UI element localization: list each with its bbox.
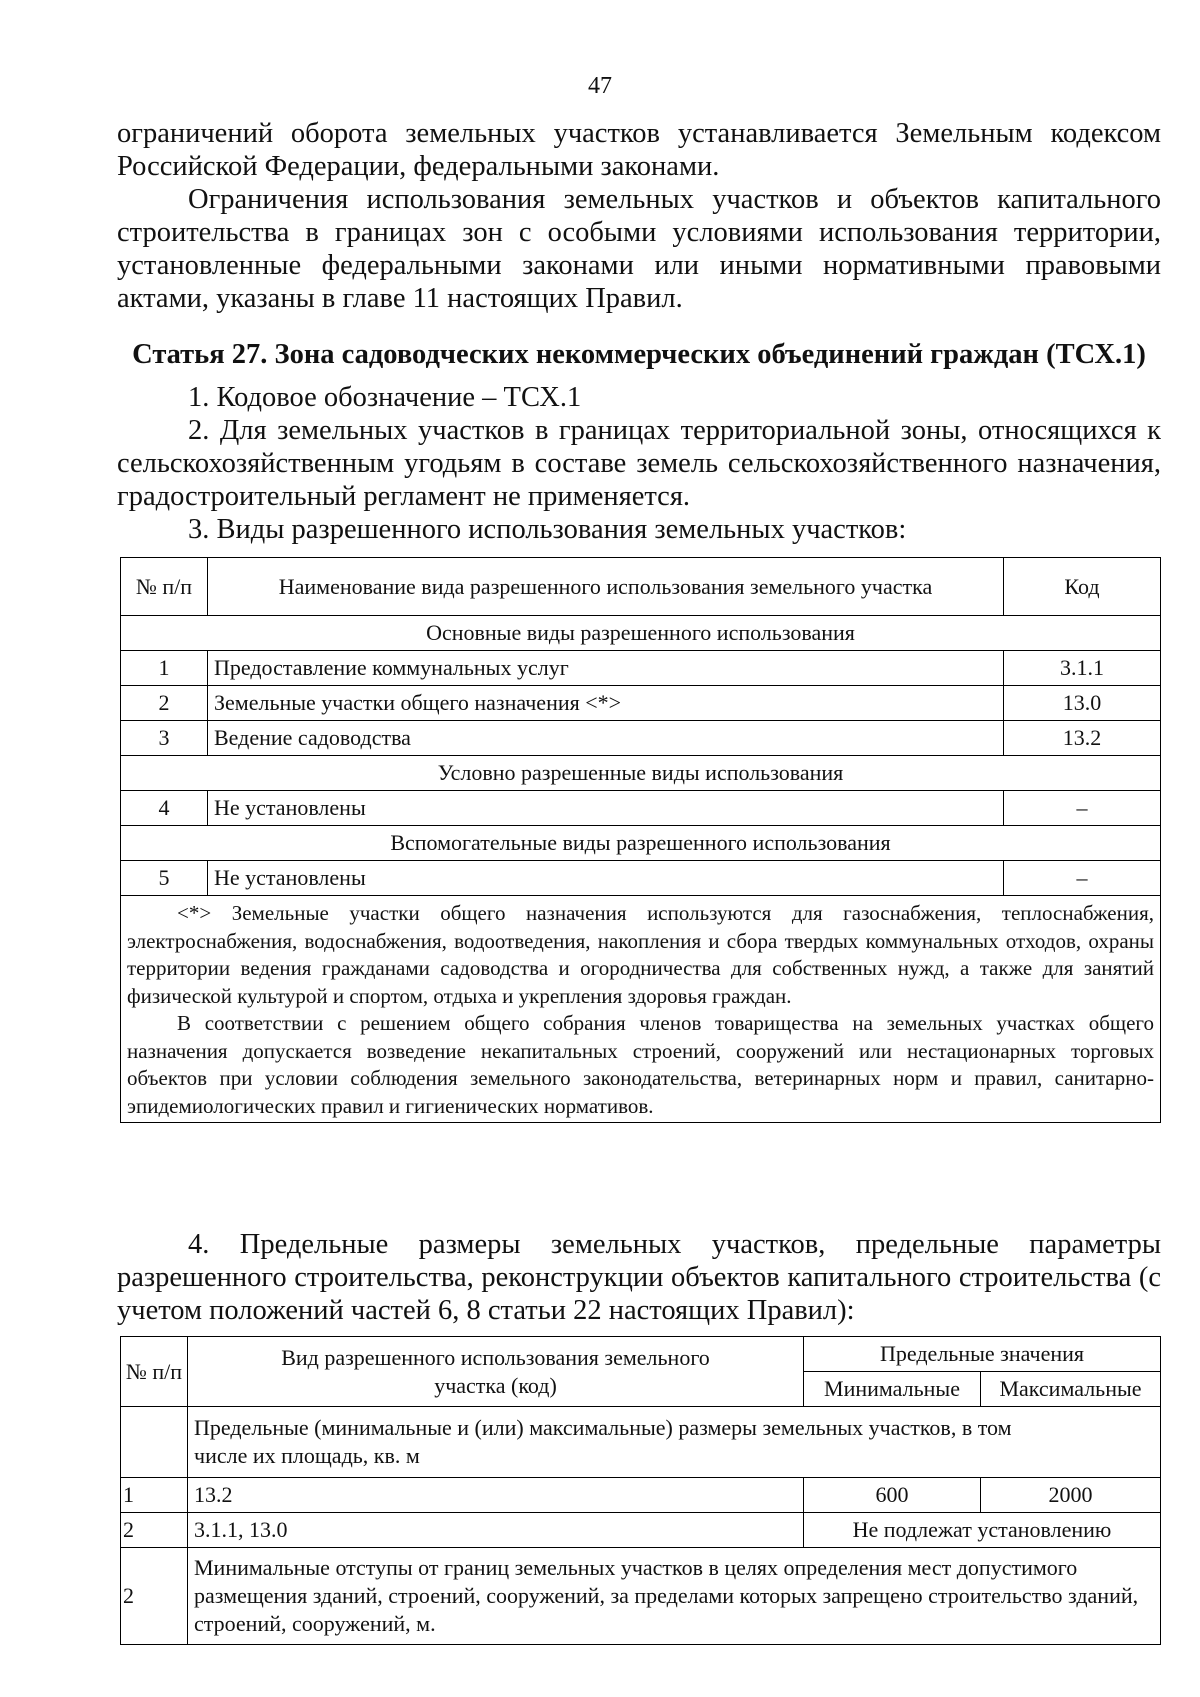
row-code: 3.1.1: [1004, 651, 1161, 686]
row-name: Ведение садоводства: [208, 721, 1004, 756]
row-minimum: 600: [804, 1478, 981, 1513]
table-row: [121, 791, 1161, 826]
row-num: 2: [121, 686, 208, 721]
table-row: [121, 1478, 1161, 1513]
article-heading: Статья 27. Зона садоводческих некоммерческих объединений граждан (ТСХ.1): [132, 339, 1146, 370]
section-setbacks: Минимальные отступы от границ земельных участков в целях определения мест допустимого размещения зданий, строений, сооружений, за пределами которых запрещено строительство зданий, строений, сооружений, м.: [188, 1548, 1161, 1645]
row-name: Земельные участки общего назначения <*>: [208, 686, 1004, 721]
row-code: –: [1004, 861, 1161, 896]
section-setbacks-num: 2: [121, 1548, 188, 1645]
table-row: [121, 721, 1161, 756]
page-number: 47: [588, 73, 612, 99]
table-row: [121, 861, 1161, 896]
item-1: 1. Кодовое обозначение – ТСХ.1: [188, 382, 582, 413]
note-paragraph-2: В соответствии с решением общего собрания членов товарищества на земельных участках общего назначения допускается возведение некапитальных строений, сооружений или нестационарных торговых объектов при условии соблюдения земельного законодательства, ветеринарных норм и правил, санитарно-эпидемиологических правил и гигиенических нормативов.: [127, 1011, 1154, 1118]
row-code: 13.0: [1004, 686, 1161, 721]
table-row: [121, 1513, 1161, 1548]
item-4-text: [117, 1228, 1161, 1327]
row-code: –: [1004, 791, 1161, 826]
row-num: 2: [121, 1513, 188, 1548]
header-use-type: Вид разрешенного использования земельного участка (код): [188, 1337, 804, 1407]
article-items: [117, 381, 1161, 546]
intro-paragraph-2: Ограничения использования земельных участков и объектов капитального строительства в границах зон с особыми условиями использования территории, установленные федеральными законами или иными нормативными правовыми актами, указаны в главе 11 настоящих Правил.: [117, 184, 1161, 314]
section-conditional-uses: Условно разрешенные виды использования: [121, 756, 1161, 791]
header-limit-values: Предельные значения: [804, 1337, 1161, 1372]
section-sizes-num: [121, 1407, 188, 1478]
note-paragraph-1: <*> Земельные участки общего назначения используются для газоснабжения, теплоснабжения, электроснабжения, водоснабжения, водоотведения, накопления и сбора твердых коммунальных отходов, охраны территории ведения гражданами садоводства и огородничества для собственных нужд, а также для занятий физической культурой и спортом, отдыха и укрепления здоровья граждан.: [127, 901, 1154, 1008]
row-maximum: 2000: [981, 1478, 1161, 1513]
header-num: № п/п: [121, 1337, 188, 1407]
header-code: Код: [1004, 558, 1161, 616]
item-3: 3. Виды разрешенного использования земельных участков:: [188, 514, 907, 545]
row-num: 5: [121, 861, 208, 896]
intro-paragraph-1: ограничений оборота земельных участков устанавливается Земельным кодексом Российской Федерации, федеральными законами.: [117, 118, 1161, 182]
section-auxiliary-uses: Вспомогательные виды разрешенного использования: [121, 826, 1161, 861]
header-num: № п/п: [121, 558, 208, 616]
intro-text: [117, 117, 1161, 315]
row-name: Не установлены: [208, 791, 1004, 826]
row-num: 1: [121, 1478, 188, 1513]
row-use-type: 3.1.1, 13.0: [188, 1513, 804, 1548]
row-limit-values: Не подлежат установлению: [804, 1513, 1161, 1548]
row-num: 4: [121, 791, 208, 826]
section-main-uses: Основные виды разрешенного использования: [121, 616, 1161, 651]
row-name: Не установлены: [208, 861, 1004, 896]
header-name: Наименование вида разрешенного использования земельного участка: [208, 558, 1004, 616]
row-num: 1: [121, 651, 208, 686]
limits-table: [120, 1336, 1161, 1645]
row-use-type: 13.2: [188, 1478, 804, 1513]
row-name: Предоставление коммунальных услуг: [208, 651, 1004, 686]
header-maximum: Максимальные: [981, 1372, 1161, 1407]
row-num: 3: [121, 721, 208, 756]
item-4: 4. Предельные размеры земельных участков, предельные параметры разрешенного строительства, реконструкции объектов капитального строительства (с учетом положений частей 6, 8 статьи 22 настоящих Правил):: [117, 1229, 1161, 1326]
row-code: 13.2: [1004, 721, 1161, 756]
permitted-uses-table: [120, 557, 1161, 1123]
table-note: [121, 896, 1161, 1123]
table-row: [121, 651, 1161, 686]
section-sizes: Предельные (минимальные и (или) максимальные) размеры земельных участков, в том числе их площадь, кв. м: [188, 1407, 1161, 1478]
header-minimum: Минимальные: [804, 1372, 981, 1407]
item-2: 2. Для земельных участков в границах территориальной зоны, относящихся к сельскохозяйственным угодьям в составе земель сельскохозяйственного назначения, градостроительный регламент не применяется.: [117, 415, 1161, 512]
table-row: [121, 686, 1161, 721]
